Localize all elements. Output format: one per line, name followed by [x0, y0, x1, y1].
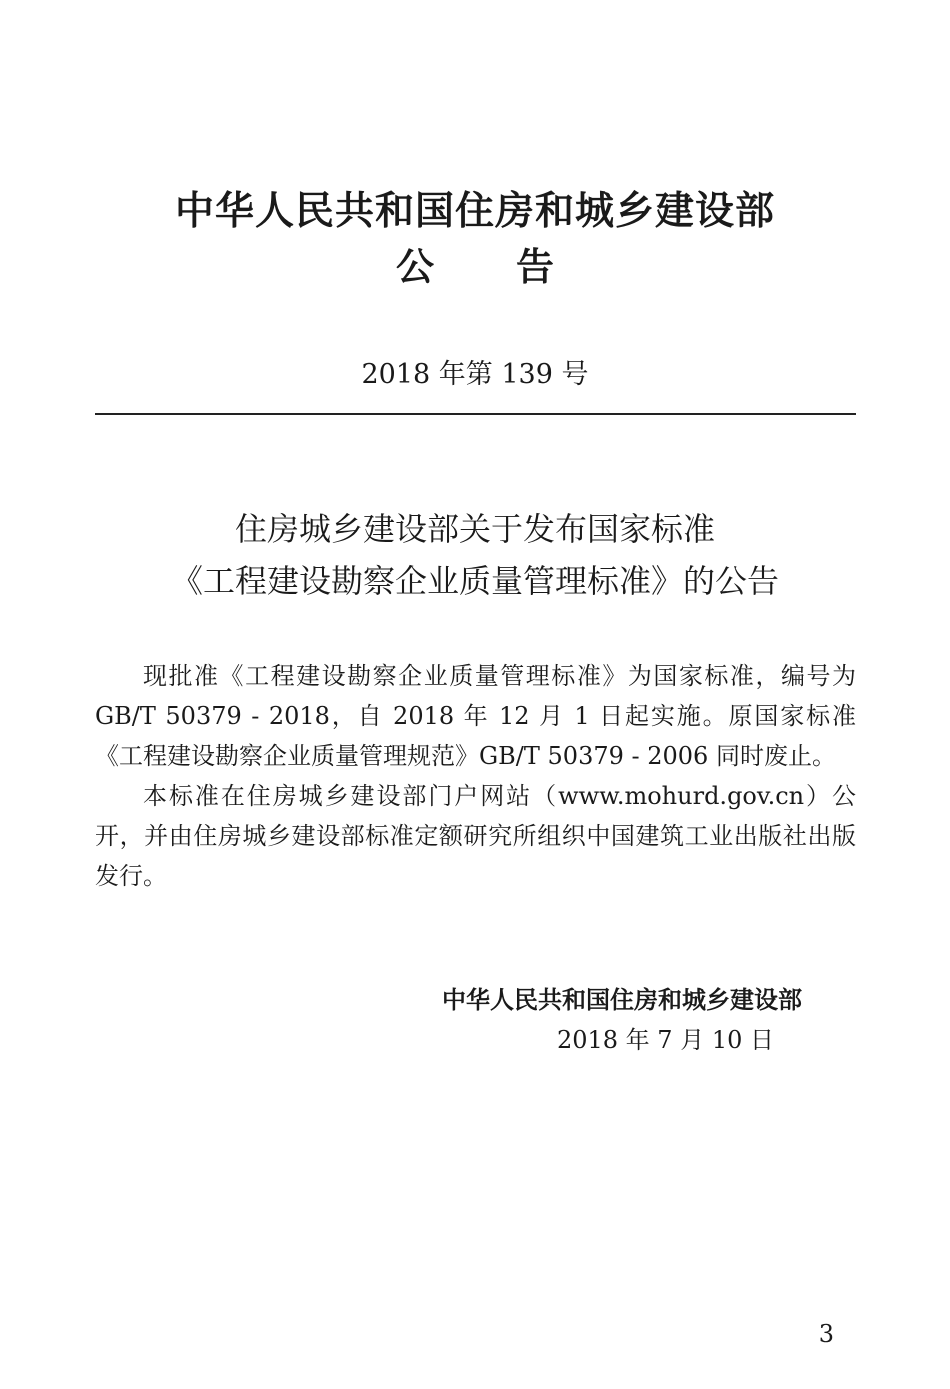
page-number: 3	[818, 1320, 834, 1348]
notice-title-line1: 住房城乡建设部关于发布国家标准	[234, 510, 715, 548]
signature-issuer: 中华人民共和国住房和城乡建设部	[442, 986, 802, 1014]
notice-title-line2: 《工程建设勘察企业质量管理标准》的公告	[170, 562, 779, 600]
signature-block	[442, 980, 802, 1060]
body-paragraph: 现批准《工程建设勘察企业质量管理标准》为国家标准，编号为 GB/T 50379 - 2018，自 2018 年 12 月 1 日起实施。原国家标准《工程建设勘察企业质量管理规范》GB/T 50379 - 2006 同时废止。	[95, 662, 856, 770]
header-divider	[95, 413, 856, 415]
issue-number: 2018 年第 139 号	[361, 359, 589, 390]
issuing-authority-heading: 中华人民共和国住房和城乡建设部	[174, 189, 775, 234]
notice-label: 公告	[395, 245, 636, 289]
signature-date: 2018 年 7 月 10 日	[556, 1026, 774, 1054]
body-paragraph: 本标准在住房城乡建设部门户网站（www.mohurd.gov.cn）公开，并由住房城乡建设部标准定额研究所组织中国建筑工业出版社出版发行。	[95, 782, 856, 890]
notice-title	[0, 503, 950, 607]
notice-body	[95, 656, 856, 896]
